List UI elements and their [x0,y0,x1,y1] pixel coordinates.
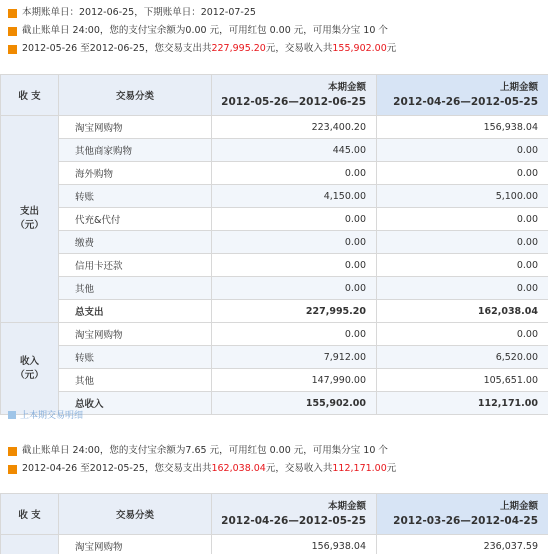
current-amount-cell: 4,150.00 [212,185,377,208]
statement-table-1 [0,74,548,415]
previous-amount-cell: 0.00 [377,162,548,185]
previous-amount-cell: 162,038.04 [377,300,548,323]
category-cell: 其他 [59,369,212,392]
header-category: 交易分类 [59,75,212,116]
group-label-cell [1,535,59,554]
previous-amount-cell: 0.00 [377,231,548,254]
current-amount-cell: 223,400.20 [212,116,377,139]
group-label-cell: 收入 （元） [1,323,59,415]
totals-line: 2012-05-26 至2012-06-25，您交易支出共 227,995.20 元，交易收入共 155,902.00 元 [8,42,396,56]
balance-line-prev: 截止账单日 24:00，您的支付宝余额为7.65 元，可用红包 0.00 元，可用集分宝 10 个 [8,444,388,458]
previous-amount-cell: 156,938.04 [377,116,548,139]
income-total: 155,902.00 [332,43,387,54]
table-row [1,116,548,139]
current-amount-cell: 0.00 [212,254,377,277]
current-amount-cell: 155,902.00 [212,392,377,415]
table-row [1,323,548,346]
table-row [1,300,548,323]
category-cell: 其他 [59,277,212,300]
orange-square-icon [8,45,17,54]
table-row [1,254,548,277]
expense-total: 227,995.20 [211,43,266,54]
orange-square-icon [8,27,17,36]
table-header [1,75,548,116]
group-label-cell: 支出 （元） [1,116,59,323]
previous-amount-cell: 5,100.00 [377,185,548,208]
header-current-period: 本期金额 2012-04-26—2012-05-25 [212,494,377,535]
detail-link-text[interactable]: 上本期交易明细 [20,411,84,419]
current-amount-cell: 7,912.00 [212,346,377,369]
current-amount-cell: 147,990.00 [212,369,377,392]
category-cell: 代充&代付 [59,208,212,231]
table-row [1,231,548,254]
current-amount-cell: 0.00 [212,323,377,346]
table-row [1,185,548,208]
totals-line-prev: 2012-04-26 至2012-05-25，您交易支出共 162,038.04 元，交易收入共 112,171.00 元 [8,462,396,476]
current-amount-cell: 0.00 [212,162,377,185]
table-row [1,535,548,554]
previous-amount-cell: 236,037.59 [377,535,548,554]
previous-amount-cell: 0.00 [377,323,548,346]
category-cell: 淘宝网购物 [59,116,212,139]
category-cell: 其他商家购物 [59,139,212,162]
table-row [1,139,548,162]
expense-total-prev: 162,038.04 [211,463,266,474]
previous-amount-cell: 0.00 [377,208,548,231]
orange-square-icon [8,9,17,18]
orange-square-icon [8,447,17,456]
category-cell: 转账 [59,346,212,369]
header-category: 交易分类 [59,494,212,535]
table-row [1,208,548,231]
header-previous-period: 上期金额 2012-03-26—2012-04-25 [377,494,548,535]
table-row [1,346,548,369]
header-income-expense: 收 支 [1,75,59,116]
table-row [1,369,548,392]
category-cell: 转账 [59,185,212,208]
table-row [1,277,548,300]
header-current-period: 本期金额 2012-05-26—2012-06-25 [212,75,377,116]
category-cell: 总收入 [59,392,212,415]
header-previous-period: 上期金额 2012-04-26—2012-05-25 [377,75,548,116]
previous-amount-cell: 0.00 [377,254,548,277]
category-cell: 海外购物 [59,162,212,185]
category-cell: 信用卡还款 [59,254,212,277]
current-amount-cell: 0.00 [212,231,377,254]
income-total-prev: 112,171.00 [332,463,387,474]
table-row [1,162,548,185]
previous-amount-cell: 105,651.00 [377,369,548,392]
category-cell: 淘宝网购物 [59,535,212,554]
detail-link-strip [0,409,548,419]
balance-line: 截止账单日 24:00，您的支付宝余额为0.00 元，可用红包 0.00 元，可用集分宝 10 个 [8,24,388,38]
previous-amount-cell: 6,520.00 [377,346,548,369]
current-amount-cell: 156,938.04 [212,535,377,554]
blue-square-icon [8,411,16,419]
current-amount-cell: 0.00 [212,277,377,300]
current-amount-cell: 0.00 [212,208,377,231]
orange-square-icon [8,465,17,474]
previous-amount-cell: 0.00 [377,139,548,162]
category-cell: 淘宝网购物 [59,323,212,346]
previous-amount-cell: 0.00 [377,277,548,300]
category-cell: 缴费 [59,231,212,254]
current-amount-cell: 227,995.20 [212,300,377,323]
category-cell: 总支出 [59,300,212,323]
table-header [1,494,548,535]
header-income-expense: 收 支 [1,494,59,535]
previous-amount-cell: 112,171.00 [377,392,548,415]
current-amount-cell: 445.00 [212,139,377,162]
statement-table-2 [0,493,548,554]
billing-dates-line: 本期账单日：2012-06-25，下期账单日：2012-07-25 [8,6,256,20]
